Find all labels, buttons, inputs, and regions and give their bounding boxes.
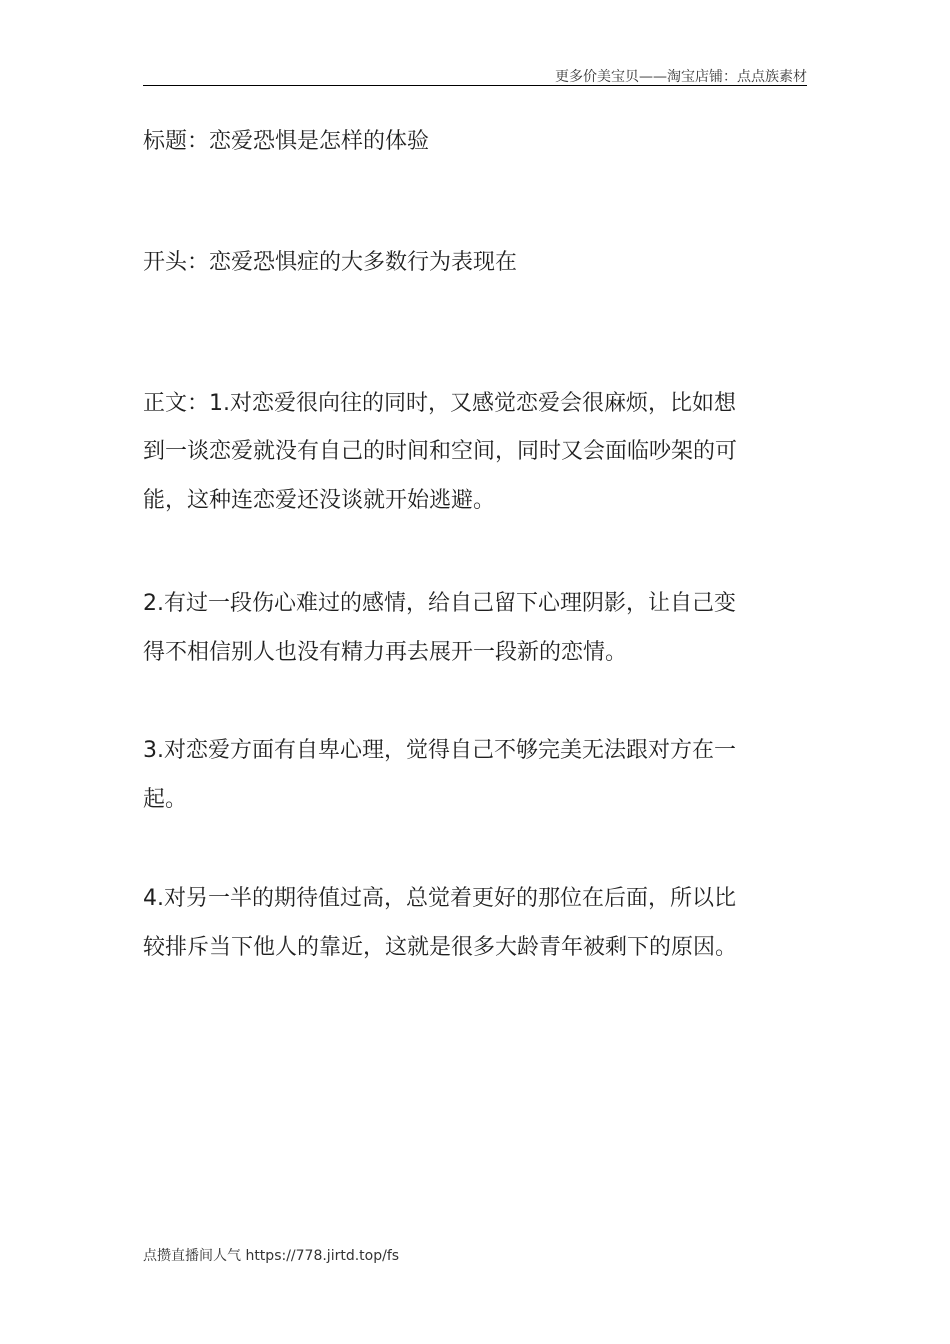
title-line: 标题：恋爱恐惧是怎样的体验	[143, 129, 430, 154]
paragraph-1-line-1: 正文：1.对恋爱很向往的同时，又感觉恋爱会很麻烦，比如想	[143, 391, 736, 416]
page-header: 更多价美宝贝——淘宝店铺：点点族素材	[555, 69, 807, 85]
paragraph-1-line-2: 到一谈恋爱就没有自己的时间和空间，同时又会面临吵架的可	[143, 439, 738, 464]
paragraph-2-line-2: 得不相信别人也没有精力再去展开一段新的恋情。	[143, 640, 628, 665]
page-footer: 点攒直播间人气 https://778.jirtd.top/fs	[143, 1248, 400, 1264]
paragraph-3-line-1: 3.对恋爱方面有自卑心理，觉得自己不够完美无法跟对方在一	[143, 738, 736, 763]
paragraph-4-line-2: 较排斥当下他人的靠近，这就是很多大龄青年被剩下的原因。	[143, 935, 738, 960]
paragraph-4-line-1: 4.对另一半的期待值过高，总觉着更好的那位在后面，所以比	[143, 886, 736, 911]
paragraph-1-line-3: 能，这种连恋爱还没谈就开始逃避。	[143, 488, 496, 513]
header-divider	[143, 85, 807, 86]
opening-line: 开头：恋爱恐惧症的大多数行为表现在	[143, 250, 518, 275]
paragraph-2-line-1: 2.有过一段伤心难过的感情，给自己留下心理阴影，让自己变	[143, 591, 736, 616]
paragraph-3-line-2: 起。	[143, 787, 188, 812]
